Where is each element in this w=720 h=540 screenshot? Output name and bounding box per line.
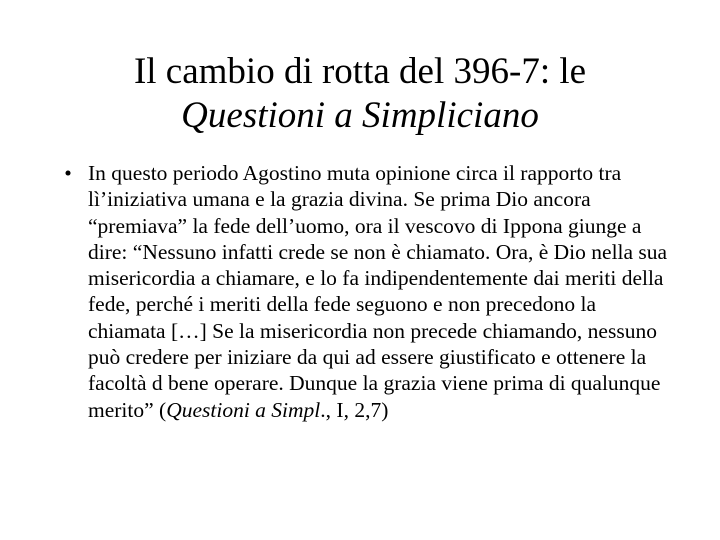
citation-reference: ., I, 2,7): [320, 397, 389, 422]
paragraph-text: In questo periodo Agostino muta opinione circa il rapporto tra lì’iniziativa umana e la grazia divina. Se prima Dio ancora “premiava” la fede dell’uomo, ora il vescovo di Ippona giunge a dire: “Nessuno infatti crede se non è chiamato. Ora, è Dio nella sua misericordia a chiamare, e lo fa indipendentemente dai meriti della fede, perché i meriti della fede seguono e non precedono la chiamata […] Se la misericordia non precede chiamando, nessuno può credere per iniziare da qui ad essere giustificato e ottenere la facoltà d bene operare. Dunque la grazia viene prima di qualunque merito” (: [88, 161, 668, 422]
title-line-1: Il cambio di rotta del 396-7: le: [133, 51, 587, 92]
slide-title: [0, 50, 720, 138]
bullet-paragraph: [88, 160, 678, 423]
bullet-item: [64, 160, 678, 423]
title-line-2: Questioni a Simpliciano: [181, 95, 539, 136]
bullet-icon: •: [64, 161, 72, 185]
citation-title: Questioni a Simpl: [166, 397, 321, 422]
